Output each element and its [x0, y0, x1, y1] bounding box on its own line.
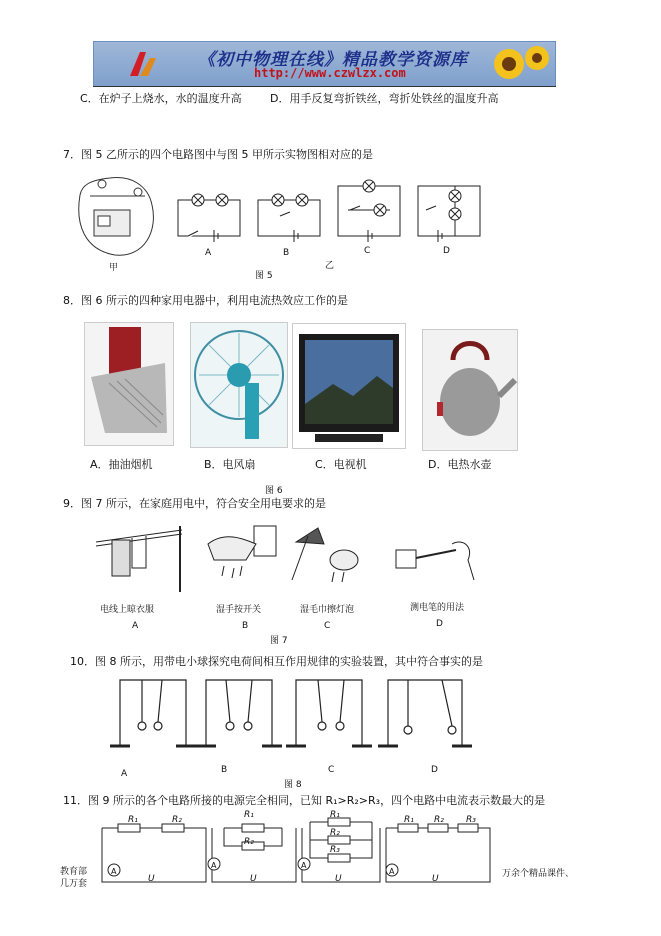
logo-icon [126, 48, 160, 80]
header-banner [93, 41, 556, 87]
q10-label-a: A [121, 769, 128, 779]
q7-label-a: A [205, 248, 212, 258]
electric-fan-image [190, 322, 288, 448]
q10-label-d: D [431, 765, 438, 775]
q8-stem: 8．图 6 所示的四种家用电器中，利用电流热效应工作的是 [63, 294, 348, 307]
footer-right: 万余个精品课件、 [502, 866, 574, 879]
q11-c3-u: U [335, 874, 342, 884]
q11-c3-r3: R₃ [330, 845, 340, 855]
q10-figures [106, 676, 476, 748]
q11-c2-u: U [250, 874, 257, 884]
q11-c4-u: U [432, 874, 439, 884]
q10-label-c: C [328, 765, 335, 775]
q9-caption-c: 湿毛巾擦灯泡 [300, 605, 355, 615]
q9-caption-a: 电线上晾衣服 [100, 605, 155, 615]
footer-left [60, 866, 100, 890]
q7-fig-caption: 图 5 [255, 271, 273, 281]
q9-caption-d: 测电笔的用法 [410, 603, 465, 613]
q11-c4-r3: R₃ [466, 815, 476, 825]
q11-c1-r2: R₂ [172, 815, 182, 825]
range-hood-image [84, 322, 174, 446]
q9-caption-b: 湿手按开关 [216, 605, 262, 615]
q10-stem: 10．图 8 所示，用带电小球探究电荷间相互作用规律的实验装置，其中符合事实的是 [70, 655, 483, 668]
q8-option-b: B．电风扇 [204, 458, 256, 471]
q7-stem: 7．图 5 乙所示的四个电路图中与图 5 甲所示实物图相对应的是 [63, 148, 373, 161]
q9-stem: 9．图 7 所示，在家庭用电中，符合安全用电要求的是 [63, 497, 326, 510]
q7-circuits [170, 180, 490, 250]
footer-left-line2: 几万套 [60, 879, 88, 889]
q11-ammeter-1: A [111, 867, 117, 876]
q8-option-c: C．电视机 [315, 458, 367, 471]
q11-c1-u: U [148, 874, 155, 884]
banner-url[interactable]: http://www.czwlzx.com [254, 66, 406, 80]
electric-kettle-image [422, 329, 518, 451]
q11-ammeter-4: A [389, 867, 395, 876]
q7-yi-label: 乙 [325, 261, 335, 271]
q9-label-b: B [242, 621, 249, 631]
q11-c4-r2: R₂ [434, 815, 444, 825]
q6-option-d: D．用手反复弯折铁丝，弯折处铁丝的温度升高 [270, 92, 499, 105]
q9-fig-caption: 图 7 [270, 636, 288, 646]
q11-ammeter-2: A [211, 861, 217, 870]
television-image [292, 323, 406, 449]
q8-option-a: A．抽油烟机 [90, 458, 153, 471]
header-rule [93, 86, 556, 87]
q11-c1-r1: R₁ [128, 815, 138, 825]
q9-figures [96, 520, 506, 600]
sunflower-icon [489, 44, 553, 84]
banner-title: 《初中物理在线》精品教学资源库 [198, 50, 468, 70]
q7-label-b: B [283, 248, 290, 258]
q7-label-c: C [364, 246, 371, 256]
q7-jia-label: 甲 [109, 263, 119, 273]
q9-label-a: A [132, 621, 139, 631]
q9-label-c: C [324, 621, 331, 631]
q8-fig-caption: 图 6 [265, 486, 283, 496]
q11-ammeter-3: A [301, 861, 307, 870]
q8-option-d: D．电热水壶 [428, 458, 492, 471]
q9-label-d: D [436, 619, 443, 629]
q6-option-c: C．在炉子上烧水，水的温度升高 [80, 92, 242, 105]
q7-physical-figure [70, 170, 160, 260]
q7-label-d: D [443, 246, 450, 256]
q10-label-b: B [221, 765, 228, 775]
footer-left-line1: 教育部 [60, 867, 88, 877]
q11-stem: 11．图 9 所示的各个电路所接的电源完全相同，已知 R₁>R₂>R₃，四个电路中电流表示数最大的是 [63, 794, 546, 807]
q11-c2-r1: R₁ [244, 810, 254, 820]
q11-c3-r1: R₁ [330, 810, 340, 820]
q10-fig-caption: 图 8 [284, 780, 302, 790]
q11-c4-r1: R₁ [404, 815, 414, 825]
q11-c2-r2: R₂ [244, 837, 254, 847]
q11-c3-r2: R₂ [330, 828, 340, 838]
